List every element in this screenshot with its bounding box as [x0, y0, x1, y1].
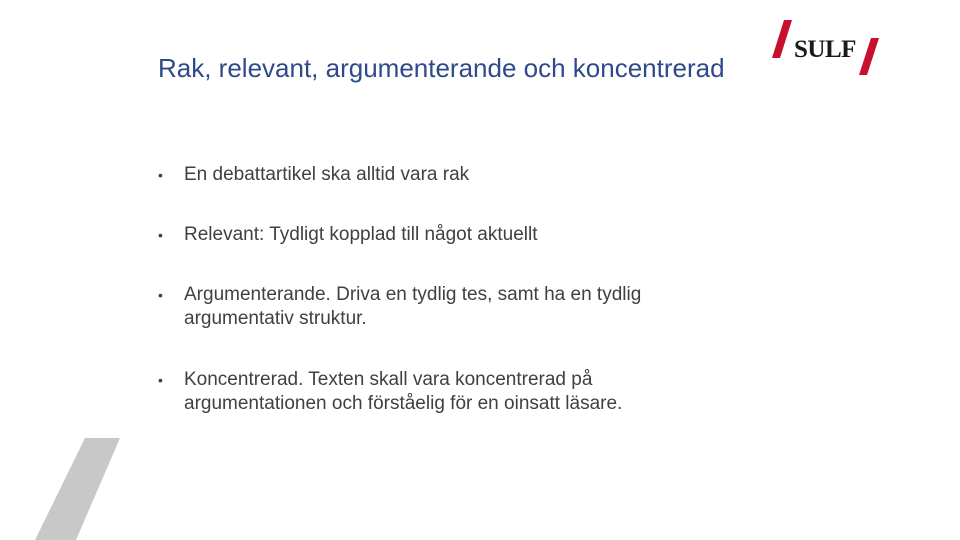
logo-slash-left-icon: [772, 20, 792, 58]
decorative-slash-icon: [35, 438, 120, 540]
bullet-text: Koncentrerad. Texten skall vara koncentrerad på argumentationen och förståelig för en oinsatt läsare.: [184, 369, 623, 414]
bullet-list: [158, 163, 738, 416]
bullet-item: [158, 283, 738, 331]
bullet-item: [158, 163, 738, 187]
bullet-text: En debattartikel ska alltid vara rak: [184, 164, 470, 185]
decorative-stripe: [0, 430, 140, 540]
sulf-logo: [770, 20, 885, 75]
bullet-text: Argumenterande. Driva en tydlig tes, samt ha en tydlig argumentativ struktur.: [184, 284, 642, 329]
slide-title: Rak, relevant, argumenterande och koncentrerad: [158, 53, 725, 83]
logo-text: SULF: [794, 36, 856, 63]
bullet-item: [158, 223, 738, 247]
logo-slash-right-icon: [859, 38, 879, 75]
bullet-dot-icon: •: [158, 372, 163, 388]
bullet-text: Relevant: Tydligt kopplad till något aktuellt: [184, 224, 538, 245]
bullet-item: [158, 368, 738, 416]
bullet-dot-icon: •: [158, 227, 163, 243]
bullet-dot-icon: •: [158, 167, 163, 183]
bullet-dot-icon: •: [158, 287, 163, 303]
